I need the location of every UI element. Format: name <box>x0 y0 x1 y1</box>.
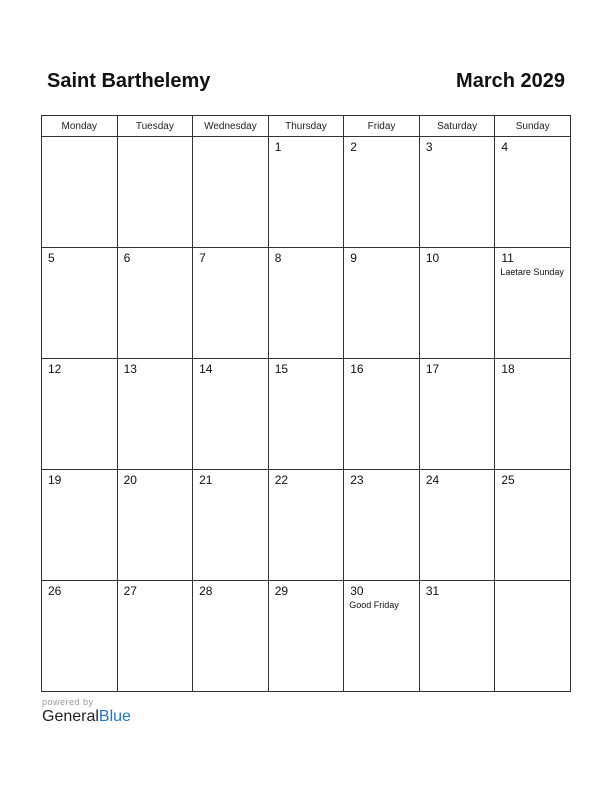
month-year-title: March 2029 <box>456 70 565 92</box>
day-number: 30 <box>350 584 364 598</box>
calendar-grid <box>41 115 571 692</box>
holiday-label: Good Friday <box>349 600 399 610</box>
empty-day-cell <box>193 137 269 248</box>
day-cell <box>117 359 193 470</box>
day-cell <box>268 137 344 248</box>
day-cell <box>42 470 118 581</box>
empty-day-cell <box>117 137 193 248</box>
day-number: 21 <box>199 473 213 487</box>
day-number: 29 <box>274 584 289 598</box>
holiday-label: Laetare Sunday <box>500 267 564 277</box>
country-title: Saint Barthelemy <box>47 70 211 92</box>
day-number: 24 <box>425 473 440 487</box>
week-row <box>42 137 571 248</box>
day-number: 12 <box>48 362 62 376</box>
week-row <box>42 470 571 581</box>
day-number: 1 <box>274 140 282 154</box>
day-number: 26 <box>48 584 62 598</box>
weekday-thursday: Thursday <box>268 116 344 137</box>
day-number: 16 <box>350 362 364 376</box>
day-cell <box>193 248 269 359</box>
day-cell <box>42 359 118 470</box>
calendar-body <box>42 137 571 692</box>
weekday-wednesday: Wednesday <box>193 116 269 137</box>
day-number: 31 <box>425 584 440 598</box>
day-cell <box>495 359 571 470</box>
day-number: 28 <box>199 584 213 598</box>
generalblue-logo <box>42 708 131 726</box>
day-cell <box>344 359 420 470</box>
day-number: 19 <box>48 473 62 487</box>
day-cell <box>42 581 118 692</box>
weekday-sunday: Sunday <box>495 116 571 137</box>
day-cell <box>42 248 118 359</box>
day-cell <box>268 248 344 359</box>
day-cell <box>268 581 344 692</box>
day-number: 5 <box>48 251 55 265</box>
day-number: 13 <box>123 362 137 376</box>
footer-branding <box>42 697 131 726</box>
day-number: 4 <box>501 140 509 154</box>
day-cell <box>344 137 420 248</box>
day-number: 7 <box>199 251 206 265</box>
week-row <box>42 581 571 692</box>
day-cell <box>193 581 269 692</box>
day-number: 11 <box>501 251 514 265</box>
weekday-monday: Monday <box>42 116 118 137</box>
day-number: 15 <box>274 362 289 376</box>
day-cell <box>344 581 420 692</box>
day-cell <box>193 359 269 470</box>
day-number: 23 <box>350 473 364 487</box>
day-cell <box>495 470 571 581</box>
week-row <box>42 359 571 470</box>
weekday-header-row <box>42 116 571 137</box>
day-number: 9 <box>350 251 357 265</box>
day-cell <box>419 137 495 248</box>
weekday-saturday: Saturday <box>419 116 495 137</box>
brand-blue-text: Blue <box>98 708 131 725</box>
day-number: 22 <box>274 473 289 487</box>
day-cell <box>344 470 420 581</box>
calendar-header <box>47 70 565 98</box>
day-number: 10 <box>425 251 440 265</box>
powered-by-text: powered by <box>42 697 94 707</box>
weekday-friday: Friday <box>344 116 420 137</box>
day-number: 8 <box>274 251 282 265</box>
day-cell <box>268 470 344 581</box>
day-number: 14 <box>199 362 213 376</box>
day-cell <box>117 470 193 581</box>
weekday-tuesday: Tuesday <box>117 116 193 137</box>
day-cell <box>268 359 344 470</box>
day-cell <box>117 581 193 692</box>
week-row <box>42 248 571 359</box>
empty-day-cell <box>495 581 571 692</box>
day-cell <box>419 359 495 470</box>
day-number: 27 <box>123 584 137 598</box>
day-cell <box>419 470 495 581</box>
day-cell <box>419 581 495 692</box>
day-cell <box>344 248 420 359</box>
day-number: 18 <box>501 362 515 376</box>
empty-day-cell <box>42 137 118 248</box>
day-cell <box>495 248 571 359</box>
day-number: 20 <box>123 473 137 487</box>
day-cell <box>419 248 495 359</box>
day-cell <box>193 470 269 581</box>
day-cell <box>495 137 571 248</box>
day-number: 3 <box>425 140 433 154</box>
day-number: 2 <box>350 140 357 154</box>
day-number: 25 <box>501 473 515 487</box>
day-cell <box>117 248 193 359</box>
day-number: 17 <box>425 362 440 376</box>
brand-general-text: General <box>42 708 99 725</box>
day-number: 6 <box>123 251 131 265</box>
